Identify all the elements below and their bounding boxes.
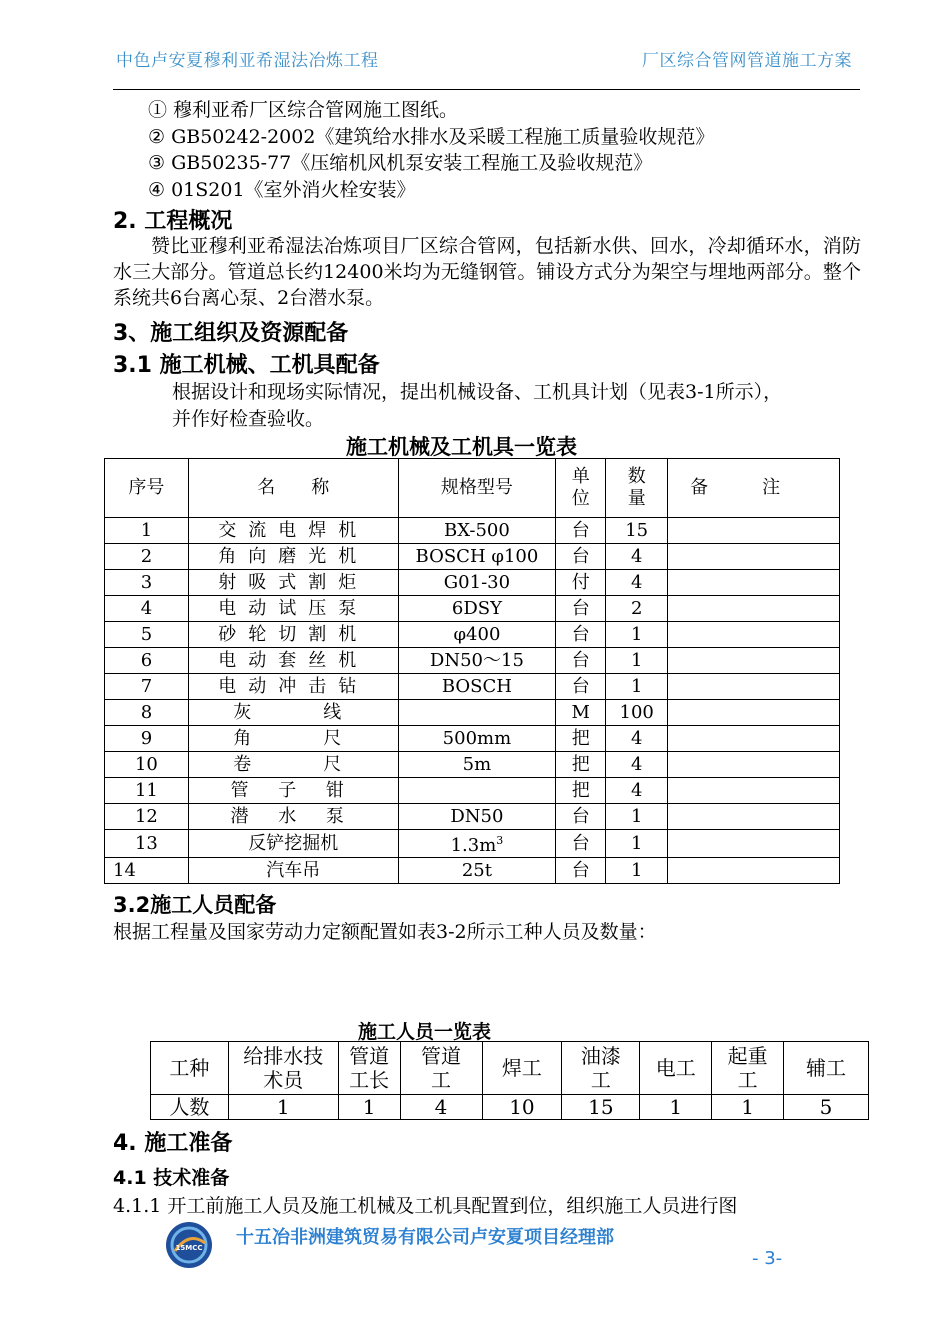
header-divider	[113, 89, 860, 90]
header-spec: 规格型号	[398, 459, 556, 518]
page-number: - 3-	[752, 1248, 783, 1269]
table-row: 4 电动试压泵 6DSY 台 2	[105, 596, 840, 622]
table-row: 5 砂轮切割机 φ400 台 1	[105, 622, 840, 648]
reference-3: ③ GB50235-77《压缩机风机泵安装工程施工及验收规范》	[148, 152, 653, 174]
header-qty: 数 量	[606, 459, 668, 518]
section-2-title: 2. 工程概况	[113, 209, 233, 234]
section-3-1-body-line2: 并作好检查验收。	[172, 408, 325, 430]
section-4-1-1-text: 4.1.1 开工前施工人员及施工机械及工机具配置到位，组织施工人员进行图	[113, 1195, 738, 1217]
table-row: 9 角 尺 500mm 把 4	[105, 726, 840, 752]
reference-2: ② GB50242-2002《建筑给水排水及采暖工程施工质量验收规范》	[148, 126, 715, 148]
table-row: 7 电动冲击钻 BOSCH 台 1	[105, 674, 840, 700]
table-row: 1 交流电焊机 BX-500 台 15	[105, 518, 840, 544]
svg-text:15MCC: 15MCC	[175, 1244, 203, 1252]
company-logo	[165, 1221, 213, 1269]
reference-4: ④ 01S201《室外消火栓安装》	[148, 179, 416, 201]
personnel-header-row: 工种 给排水技术员 管道工长 管道工 焊工 油漆工 电工 起重工 辅工	[151, 1042, 869, 1095]
table-1-caption: 施工机械及工机具一览表	[346, 435, 577, 459]
section-3-1-title: 3.1 施工机械、工机具配备	[113, 353, 380, 378]
table-row: 3 射吸式割炬 G01-30 付 4	[105, 570, 840, 596]
table-row: 8 灰 线 M 100	[105, 700, 840, 726]
reference-1: ① 穆利亚希厂区综合管网施工图纸。	[148, 99, 459, 121]
header-unit: 单 位	[556, 459, 606, 518]
header-project-title: 中色卢安夏穆利亚希湿法冶炼工程	[116, 51, 379, 71]
equipment-table	[104, 458, 840, 884]
header-document-title: 厂区综合管网管道施工方案	[642, 51, 852, 71]
section-4-title: 4. 施工准备	[113, 1131, 233, 1156]
section-3-2-title: 3.2施工人员配备	[113, 893, 277, 917]
section-4-1-title: 4.1 技术准备	[113, 1167, 230, 1189]
section-3-2-body: 根据工程量及国家劳动力定额配置如表3-2所示工种人员及数量：	[113, 921, 657, 943]
section-3-1-body-line1: 根据设计和现场实际情况，提出机械设备、工机具计划（见表3-1所示），	[172, 381, 783, 403]
footer-company-name: 十五冶非洲建筑贸易有限公司卢安夏项目经理部	[236, 1227, 614, 1248]
personnel-count-row: 人数 1 1 4 10 15 1 1 5	[151, 1095, 869, 1120]
table-row: 14 汽车吊 25t 台 1	[105, 858, 840, 884]
table-header-row	[105, 459, 840, 518]
header-name: 名 称	[188, 459, 398, 518]
personnel-table	[150, 1041, 869, 1120]
table-row: 13 反铲挖掘机 $1.3m^3$ 台 1	[105, 830, 840, 858]
table-2-caption: 施工人员一览表	[358, 1021, 492, 1043]
table-row: 10 卷 尺 5m 把 4	[105, 752, 840, 778]
section-2-body: 赞比亚穆利亚希湿法冶炼项目厂区综合管网，包括新水供、回水，冷却循环水，消防水三大部分。管道总长约12400米均为无缝钢管。铺设方式分为架空与埋地两部分。整个系统共6台离心泵、2台潜水泵。	[113, 235, 861, 309]
table-row: 6 电动套丝机 DN50～15 台 1	[105, 648, 840, 674]
section-3-title: 3、施工组织及资源配备	[113, 321, 349, 346]
header-no: 序号	[105, 459, 189, 518]
header-remark: 备 注	[668, 459, 840, 518]
table-row: 11 管 子 钳 把 4	[105, 778, 840, 804]
table-row: 12 潜 水 泵 DN50 台 1	[105, 804, 840, 830]
table-row: 2 角向磨光机 BOSCH φ100 台 4	[105, 544, 840, 570]
